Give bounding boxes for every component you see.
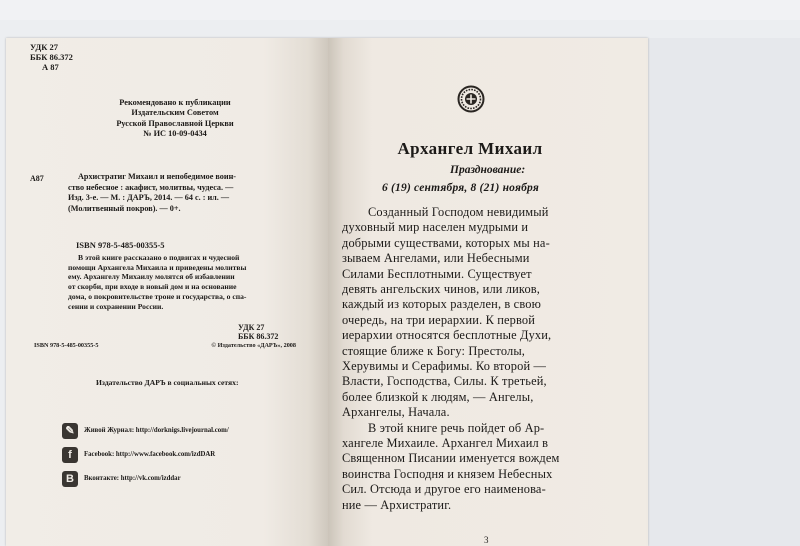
recommendation-block bbox=[60, 98, 290, 139]
body-line: Священном Писании именуется вождем bbox=[342, 451, 560, 466]
catalog-line: (Молитвенный покров). — 0+. bbox=[68, 203, 181, 213]
page-number: 3 bbox=[484, 535, 489, 545]
catalog-line: Архистратиг Михаил и непобедимое воин- bbox=[78, 172, 237, 181]
annotation bbox=[68, 253, 300, 311]
annotation-line: от скорби, при входе в новый дом и на основание bbox=[68, 282, 237, 292]
annotation-line: дома, о покровительстве троне и государства, о спа- bbox=[68, 291, 247, 301]
copyright: © Издательство «ДАРЪ», 2008 bbox=[211, 342, 296, 349]
recommendation-line: № ИС 10-09-0434 bbox=[143, 128, 207, 138]
isbn-main: ISBN 978-5-485-00355-5 bbox=[76, 240, 165, 250]
facebook-icon: f bbox=[62, 447, 78, 463]
udc-bottom bbox=[238, 323, 278, 341]
vkontakte-icon: B bbox=[62, 471, 78, 487]
body-line: воинства Господня и князем Небесных bbox=[342, 466, 553, 481]
ornament-icon bbox=[457, 85, 485, 113]
livejournal-icon: ✎ bbox=[62, 423, 78, 439]
udc-line: ББК 86.372 bbox=[30, 52, 73, 62]
background-right bbox=[645, 38, 800, 546]
udc-bottom-line: УДК 27 bbox=[238, 323, 265, 332]
recommendation-line: Русской Православной Церкви bbox=[116, 118, 234, 128]
feast-label: Празднование: bbox=[450, 164, 526, 176]
udc-block bbox=[30, 42, 73, 72]
annotation-line: ему. Архангелу Михаилу молятся об избавлении bbox=[68, 272, 235, 282]
body-line: добрыми существами, которых мы на- bbox=[342, 235, 550, 250]
body-line: хангеле Михаиле. Архангел Михаил в bbox=[342, 436, 549, 450]
body-line: Сил. Отсюда и другое его наименова- bbox=[342, 482, 546, 497]
body-line: ние — Архистратиг. bbox=[342, 497, 452, 512]
catalog-line: ство небесное : акафист, молитвы, чудеса. — bbox=[68, 182, 234, 192]
recommendation-line: Рекомендовано к публикации bbox=[119, 98, 231, 107]
social-link-text: Вконтакте: http://vk.com/izddar bbox=[84, 475, 181, 482]
udc-bottom-line: ББК 86.372 bbox=[238, 332, 279, 341]
feast-dates: 6 (19) сентября, 8 (21) ноября bbox=[382, 182, 539, 194]
body-line: Архангелы, Начала. bbox=[342, 405, 450, 420]
catalog-code: А87 bbox=[30, 174, 44, 183]
body-line: каждый из которых разделен, в свою bbox=[342, 297, 541, 312]
social-livejournal bbox=[62, 423, 312, 441]
body-line: Власти, Господства, Силы. К третьей, bbox=[342, 374, 547, 389]
body-line: Силами Бесплотными. Существует bbox=[342, 266, 532, 281]
social-link-text: Facebook: http://www.facebook.com/izdDAR bbox=[84, 451, 216, 458]
body-line: девять ангельских чинов, или ликов, bbox=[342, 282, 541, 296]
body-line: Созданный Господом невидимый bbox=[368, 205, 549, 219]
body-line: иерархии относятся бесплотные Духи, bbox=[342, 328, 552, 343]
body-line: зываем Ангелами, или Небесными bbox=[342, 251, 530, 266]
body-line: стоящие ближе к Богу: Престолы, bbox=[342, 343, 526, 358]
annotation-line: сении и сохранении России. bbox=[68, 301, 164, 311]
social-title: Издательство ДАРЪ в социальных сетях: bbox=[96, 378, 239, 387]
social-vkontakte bbox=[62, 471, 312, 489]
isbn-small: ISBN 978-5-485-00355-5 bbox=[34, 342, 99, 349]
catalog-record bbox=[68, 172, 300, 214]
body-line: очередь, на три иерархии. К первой bbox=[342, 312, 536, 327]
udc-line: УДК 27 bbox=[30, 42, 59, 52]
chapter-title: Архангел Михаил bbox=[397, 139, 543, 158]
social-link-text: Живой Журнал: http://dorknigs.livejournal.com/ bbox=[84, 427, 229, 434]
body-line: Херувимы и Серафимы. Ко второй — bbox=[342, 359, 547, 373]
annotation-line: помощи Архангела Михаила и приведены молитвы bbox=[68, 262, 247, 272]
social-facebook bbox=[62, 447, 312, 465]
catalog-line: Изд. 3-е. — М. : ДАРЪ, 2014. — 64 с. : ил. — bbox=[68, 193, 230, 203]
udc-line: А 87 bbox=[42, 62, 59, 72]
annotation-line: В этой книге рассказано о подвигах и чудесной bbox=[78, 253, 240, 262]
body-line: более близкой к людям, — Ангелы, bbox=[342, 389, 534, 404]
body-line: духовный мир населен мудрыми и bbox=[342, 220, 529, 235]
recommendation-line: Издательским Советом bbox=[131, 108, 219, 118]
body-line: В этой книге речь пойдет об Ар- bbox=[368, 420, 545, 435]
background-top bbox=[0, 0, 800, 20]
